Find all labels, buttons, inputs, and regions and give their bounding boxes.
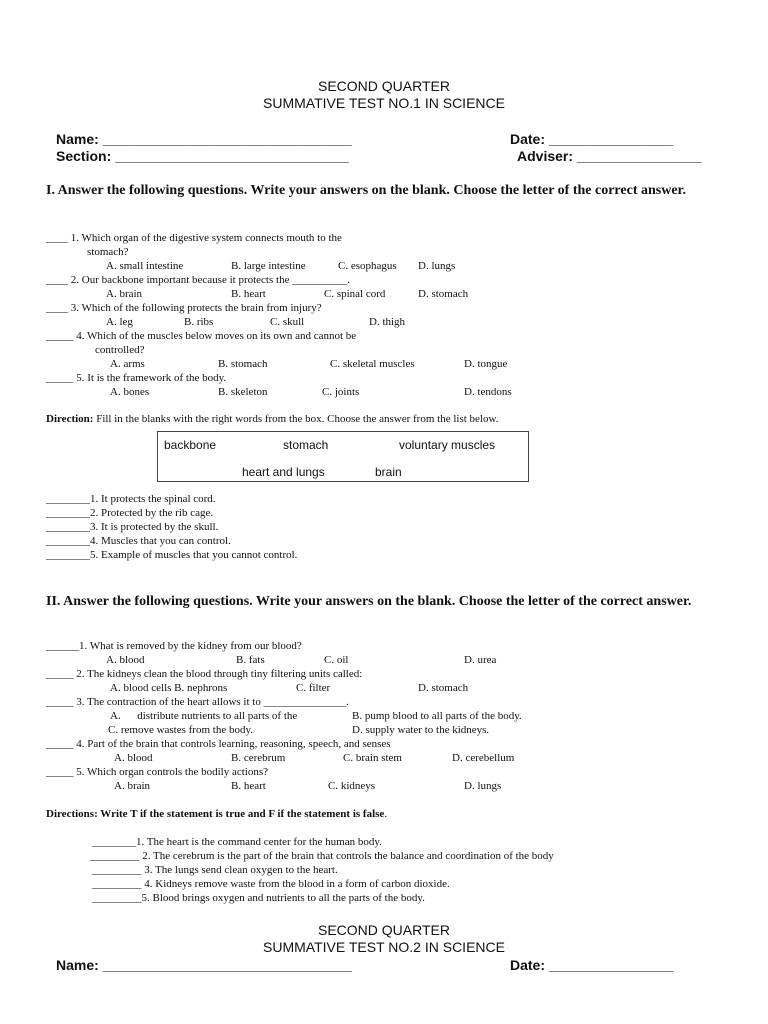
tf-direction-period: . [384, 808, 388, 820]
p2-q3-stem: _____ 3. The contraction of the heart allows it to _______________. [46, 696, 349, 708]
p1-q1-choice-a: A. small intestine [106, 260, 184, 272]
fill-direction [46, 413, 498, 425]
p1-q3-choice-c: C. skull [270, 316, 305, 328]
p1-q2-choice-a: A. brain [106, 288, 143, 300]
p2-q2-choice-ab: A. blood cells B. nephrons [110, 682, 228, 694]
p2-q5-choice-b: B. heart [231, 780, 266, 792]
fill-item-2: ________2. Protected by the rib cage. [46, 507, 214, 519]
fill-direction-label: Direction: [46, 413, 94, 425]
p2-q3-choice-c: C. remove wastes from the body. [108, 724, 254, 736]
p1-q4-choice-c: C. skeletal muscles [330, 358, 415, 370]
tf-item-1: ________1. The heart is the command center for the human body. [92, 836, 382, 848]
p2-q1-choice-c: C. oil [324, 654, 349, 666]
tf-item-2: _________ 2. The cerebrum is the part of the brain that controls the balance and coordination of the body [90, 850, 554, 862]
p2-q4-choice-d: D. cerebellum [452, 752, 515, 764]
next-test-title-line1: SECOND QUARTER [318, 922, 450, 938]
p2-q3-choice-b: B. pump blood to all parts of the body. [352, 710, 522, 722]
next-date-field: Date: ________________ [510, 957, 674, 973]
p2-q5-choice-d: D. lungs [464, 780, 502, 792]
p2-q2-stem: _____ 2. The kidneys clean the blood through tiny filtering units called: [46, 668, 363, 680]
p1-q1-choice-b: B. large intestine [231, 260, 306, 272]
p1-q4-choice-a: A. arms [110, 358, 145, 370]
fill-direction-text: Fill in the blanks with the right words from the box. Choose the answer from the list below. [93, 413, 499, 425]
word-box [157, 431, 529, 482]
p1-q5-choice-c: C. joints [322, 386, 360, 398]
p2-q3-choice-a: A. distribute nutrients to all parts of the [110, 710, 298, 722]
fill-item-4: ________4. Muscles that you can control. [46, 535, 231, 547]
test-title-line2: SUMMATIVE TEST NO.1 IN SCIENCE [263, 95, 505, 111]
p2-q2-choice-d: D. stomach [418, 682, 469, 694]
p1-q1-stem2: stomach? [87, 246, 129, 258]
word-box-backbone: backbone [164, 438, 217, 452]
fill-item-5: ________5. Example of muscles that you cannot control. [46, 549, 298, 561]
p2-q4-choice-b: B. cerebrum [231, 752, 286, 764]
p1-q4-choice-d: D. tongue [464, 358, 508, 370]
section-field: Section: ______________________________ [56, 148, 349, 164]
fill-item-3: ________3. It is protected by the skull. [46, 521, 219, 533]
p2-q5-stem: _____ 5. Which organ controls the bodily actions? [46, 766, 268, 778]
date-field: Date: ________________ [510, 131, 674, 147]
p1-q5-choice-a: A. bones [110, 386, 150, 398]
tf-item-5: _________5. Blood brings oxygen and nutrients to all the parts of the body. [92, 892, 425, 904]
next-test-title-line2: SUMMATIVE TEST NO.2 IN SCIENCE [263, 939, 505, 955]
p2-q1-stem: ______1. What is removed by the kidney from our blood? [46, 640, 302, 652]
p2-q4-choice-a: A. blood [114, 752, 153, 764]
p1-q1-choice-d: D. lungs [418, 260, 456, 272]
p2-q1-choice-d: D. urea [464, 654, 497, 666]
word-box-heart-and-lungs: heart and lungs [242, 465, 325, 479]
p2-q1-choice-b: B. fats [236, 654, 265, 666]
tf-item-4: _________ 4. Kidneys remove waste from the blood in a form of carbon dioxide. [92, 878, 450, 890]
tf-direction-label: Directions: Write T if the statement is true and F if the statement is false [46, 808, 385, 820]
p1-q4-stem: _____ 4. Which of the muscles below moves on its own and cannot be [46, 330, 357, 342]
tf-item-3: _________ 3. The lungs send clean oxygen to the heart. [92, 864, 338, 876]
p1-q5-stem: _____ 5. It is the framework of the body. [46, 372, 227, 384]
p1-q2-stem: ____ 2. Our backbone important because it protects the __________. [46, 274, 350, 286]
p1-q3-stem: ____ 3. Which of the following protects the brain from injury? [46, 302, 322, 314]
p1-q4-stem2: controlled? [95, 344, 145, 356]
part2-heading: II. Answer the following questions. Write your answers on the blank. Choose the letter of the correct answer. [46, 594, 692, 609]
p2-q5-choice-c: C. kidneys [328, 780, 376, 792]
tf-direction [46, 808, 387, 820]
adviser-field: Adviser: ________________ [517, 148, 702, 164]
p1-q1-stem: ____ 1. Which organ of the digestive system connects mouth to the [46, 232, 342, 244]
p2-q5-choice-a: A. brain [114, 780, 151, 792]
p1-q5-choice-b: B. skeleton [218, 386, 268, 398]
p1-q4-choice-b: B. stomach [218, 358, 268, 370]
p1-q3-choice-d: D. thigh [369, 316, 406, 328]
next-name-field: Name: ________________________________ [56, 957, 352, 973]
word-box-voluntary-muscles: voluntary muscles [399, 438, 496, 452]
p1-q2-choice-c: C. spinal cord [324, 288, 386, 300]
test-title-line1: SECOND QUARTER [318, 78, 450, 94]
word-box-stomach: stomach [283, 438, 329, 452]
fill-item-1: ________1. It protects the spinal cord. [46, 493, 216, 505]
p2-q4-choice-c: C. brain stem [343, 752, 402, 764]
p1-q1-choice-c: C. esophagus [338, 260, 397, 272]
p1-q3-choice-a: A. leg [106, 316, 133, 328]
p1-q3-choice-b: B. ribs [184, 316, 214, 328]
p1-q5-choice-d: D. tendons [464, 386, 512, 398]
part1-heading: I. Answer the following questions. Write your answers on the blank. Choose the letter of the correct answer. [46, 183, 686, 198]
p2-q2-choice-c: C. filter [296, 682, 331, 694]
p2-q3-choice-d: D. supply water to the kidneys. [352, 724, 490, 736]
word-box-brain: brain [375, 465, 402, 479]
p1-q2-choice-b: B. heart [231, 288, 266, 300]
name-field: Name: ________________________________ [56, 131, 352, 147]
p2-q4-stem: _____ 4. Part of the brain that controls learning, reasoning, speech, and senses [46, 738, 391, 750]
p1-q2-choice-d: D. stomach [418, 288, 469, 300]
p2-q1-choice-a: A. blood [106, 654, 145, 666]
